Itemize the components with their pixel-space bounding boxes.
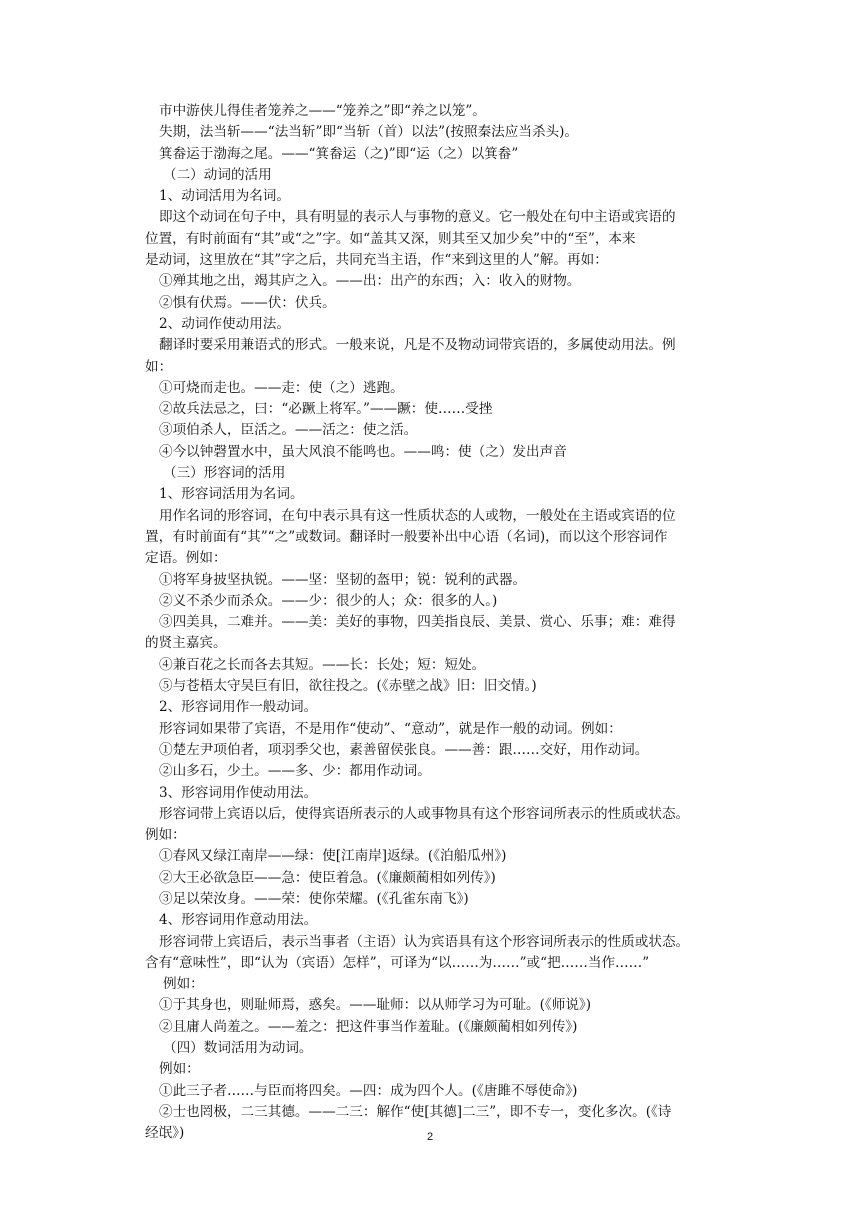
- text-line: 的贤主嘉宾。: [145, 635, 227, 652]
- text-line: 是动词，这里放在“其”字之后，共同充当主语，作“来到这里的人”解。再如：: [145, 252, 608, 269]
- text-line: 3、形容词用作使动用法。: [159, 784, 318, 801]
- text-line: 形容词带上宾语以后，使得宾语所表示的人或事物具有这个形容词所表示的性质或状态。: [159, 805, 690, 822]
- text-line: 经氓》): [145, 1125, 185, 1142]
- text-line: ②义不杀少而杀众。——少：很少的人；众：很多的人。): [159, 592, 498, 609]
- text-line: 位置，有时前面有“其”或“之”字。如“盖其又深，则其至又加少矣”中的“至”，本来: [145, 230, 636, 247]
- text-line: 形容词如果带了宾语，不是用作“使动”、“意动”，就是作一般的动词。例如：: [159, 720, 622, 737]
- text-line: 定语。例如：: [145, 550, 227, 567]
- page-number: 2: [426, 1131, 434, 1143]
- text-line: ②士也罔极，二三其德。——二三：解作“使[其德]二三”，即不专一，变化多次。(《诗: [159, 1103, 672, 1120]
- text-line: （四）数词活用为动词。: [163, 1040, 313, 1057]
- text-line: ②且庸人尚羞之。——羞之：把这件事当作羞耻。(《廉颇蔺相如列传》): [159, 1018, 578, 1035]
- text-line: ②惧有伏焉。——伏：伏兵。: [159, 294, 336, 311]
- text-line: 即这个动词在句子中，具有明显的表示人与事物的意义。它一般处在句中主语或宾语的: [159, 209, 676, 226]
- text-line: ①将军身披坚执锐。——坚：坚韧的盔甲；锐：锐利的武器。: [159, 571, 527, 588]
- text-line: ⑤与苍梧太守吴巨有旧，欲往投之。(《赤壁之战》旧：旧交情。): [159, 678, 537, 695]
- text-line: ①楚左尹项伯者，项羽季父也，素善留侯张良。——善：跟……交好，用作动词。: [159, 741, 649, 758]
- text-line: ①此三子者……与臣而将四矣。—四：成为四个人。(《唐雎不辱使命》): [159, 1082, 578, 1099]
- text-line: 箕畚运于渤海之尾。——“箕畚运（之)”即“运（之）以箕畚”: [159, 145, 519, 162]
- text-line: 例如：: [159, 1061, 200, 1078]
- text-line: ②大王必欲急臣——急：使臣着急。(《廉颇蔺相如列传》): [159, 869, 496, 886]
- text-line: ①可烧而走也。——走：使（之）逃跑。: [159, 379, 404, 396]
- text-line: ③足以荣汝身。——荣：使你荣耀。(《孔雀东南飞》): [159, 890, 469, 907]
- text-line: ④今以钟磬置水中，虽大风浪不能鸣也。——鸣：使（之）发出声音: [159, 443, 567, 460]
- text-line: 含有“意味性”，即“认为（宾语）怎样”，可译为“以……为……”或“把……当作……”: [145, 954, 650, 971]
- text-line: 市中游侠儿得佳者笼养之——“笼养之”即“养之以笼”。: [159, 103, 486, 119]
- text-line: 如：: [145, 358, 173, 375]
- text-line: 2、动词作使动用法。: [159, 315, 290, 332]
- text-line: （三）形容词的活用: [163, 465, 286, 482]
- text-line: ①春风又绿江南岸——绿：使[江南岸]返绿。(《泊船瓜州》): [159, 848, 507, 865]
- text-line: 翻译时要采用兼语式的形式。一般来说，凡是不及物动词带宾语的，多属使动用法。例: [159, 337, 676, 354]
- text-line: 1、形容词活用为名词。: [159, 486, 304, 503]
- text-line: 失期，法当斩——“法当斩”即“当斩（首）以法”(按照秦法应当杀头)。: [159, 124, 579, 141]
- text-line: 例如：: [145, 827, 186, 844]
- text-line: ②山多石，少土。——多、少：都用作动词。: [159, 763, 431, 780]
- text-line: 形容词带上宾语后，表示当事者（主语）认为宾语具有这个形容词所表示的性质或状态。: [159, 933, 690, 950]
- text-line: ③项伯杀人，臣活之。——活之：使之活。: [159, 422, 418, 439]
- text-line: 1、动词活用为名词。: [159, 188, 290, 205]
- text-line: 例如：: [163, 976, 204, 993]
- document-body: [145, 101, 767, 1145]
- text-line: ①殚其地之出，竭其庐之入。——出：出产的东西；入：收入的财物。: [159, 273, 581, 290]
- text-line: 2、形容词用作一般动词。: [159, 699, 318, 716]
- text-line: ③四美具，二难并。——美：美好的事物，四美指良辰、美景、赏心、乐事；难：难得: [159, 614, 676, 631]
- text-line: 4、形容词用作意动用法。: [159, 912, 318, 929]
- text-line: 用作名词的形容词，在句中表示具有这一性质状态的人或物，一般处在主语或宾语的位: [159, 507, 676, 524]
- text-line: 置，有时前面有“其”“之”或数词。翻译时一般要补出中心语（名词)，而以这个形容词作: [145, 528, 668, 545]
- text-line: ②故兵法忌之，曰：“必蹶上将军。”——蹶：使……受挫: [159, 401, 493, 418]
- text-line: ①于其身也，则耻师焉，惑矣。——耻师：以从师学习为可耻。(《师说》): [159, 997, 592, 1014]
- text-line: （二）动词的活用: [163, 166, 272, 183]
- text-line: ④兼百花之长而各去其短。——长：长处；短：短处。: [159, 656, 486, 673]
